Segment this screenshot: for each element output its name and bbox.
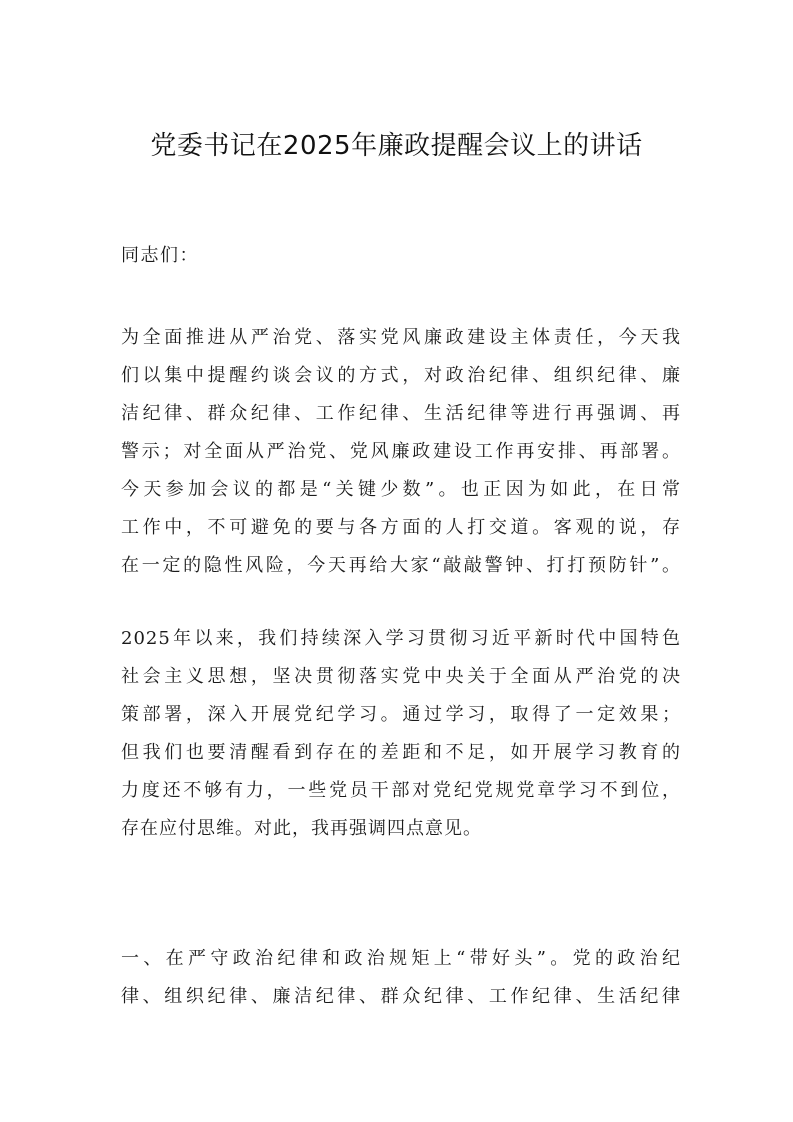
paragraph-line: 律、组织纪律、廉洁纪律、群众纪律、工作纪律、生活纪律 [121, 986, 681, 1007]
paragraph-line: 力度还不够有力，一些党员干部对党纪党规党章学习不到位， [121, 780, 681, 801]
paragraph-line: 存在应付思维。对此，我再强调四点意见。 [121, 818, 482, 839]
paragraph-2 [121, 620, 681, 848]
document-title: 党委书记在2025年廉政提醒会议上的讲话 [150, 131, 643, 161]
paragraph-line: 洁纪律、群众纪律、工作纪律、生活纪律等进行再强调、再 [121, 403, 681, 424]
salutation: 同志们： [121, 245, 199, 266]
paragraph-line: 但我们也要清醒看到存在的差距和不足，如开展学习教育的 [121, 742, 681, 763]
paragraph-line: 社会主义思想，坚决贯彻落实党中央关于全面从严治党的决 [121, 666, 681, 687]
paragraph-line: 为全面推进从严治党、落实党风廉政建设主体责任，今天我 [121, 327, 681, 348]
paragraph-line: 今天参加会议的都是“关键少数”。也正因为如此，在日常 [121, 479, 681, 500]
paragraph-line: 们以集中提醒约谈会议的方式，对政治纪律、组织纪律、廉 [121, 365, 681, 386]
paragraph-1 [121, 319, 681, 585]
paragraph-line: 工作中，不可避免的要与各方面的人打交道。客观的说，存 [121, 517, 681, 538]
paragraph-line: 策部署，深入开展党纪学习。通过学习，取得了一定效果； [121, 704, 681, 725]
paragraph-line: 在一定的隐性风险，今天再给大家“敲敲警钟、打打预防针”。 [121, 555, 681, 576]
paragraph-3 [121, 940, 681, 1016]
paragraph-line: 一、在严守政治纪律和政治规矩上“带好头”。党的政治纪 [121, 948, 681, 969]
paragraph-line: 2025年以来，我们持续深入学习贯彻习近平新时代中国特色 [121, 628, 681, 649]
paragraph-line: 警示；对全面从严治党、党风廉政建设工作再安排、再部署。 [121, 441, 681, 462]
